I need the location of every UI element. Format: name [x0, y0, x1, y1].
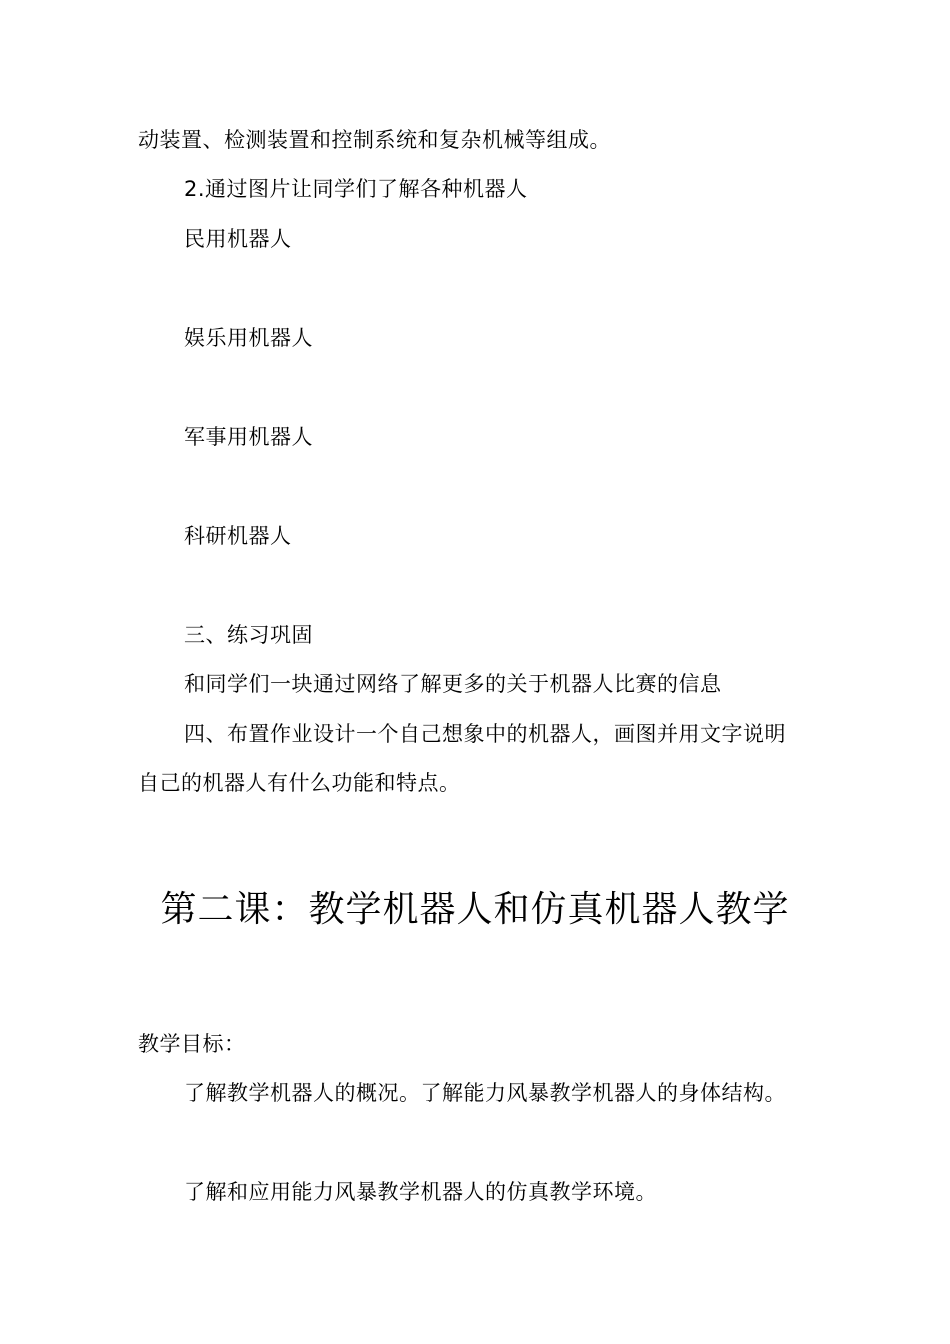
objective-item: 了解和应用能力风暴教学机器人的仿真教学环境。 [184, 1180, 657, 1204]
objective-item: 了解教学机器人的概况。了解能力风暴教学机器人的身体结构。 [184, 1081, 786, 1105]
section-heading: 四、布置作业设计一个自己想象中的机器人，画图并用文字说明 [184, 722, 786, 746]
section-heading: 三、练习巩固 [184, 623, 313, 647]
text-line: 自己的机器人有什么功能和特点。 [138, 771, 461, 795]
text-line: 2.通过图片让同学们了解各种机器人 [184, 177, 528, 201]
lesson-title: 第二课：教学机器人和仿真机器人教学 [160, 889, 790, 930]
objectives-heading: 教学目标： [138, 1032, 246, 1056]
text-line: 和同学们一块通过网络了解更多的关于机器人比赛的信息 [184, 672, 722, 696]
text-line: 军事用机器人 [184, 425, 313, 449]
text-line: 科研机器人 [184, 524, 292, 548]
text-line: 动装置、检测装置和控制系统和复杂机械等组成。 [138, 128, 611, 152]
text-line: 民用机器人 [184, 227, 292, 251]
text-line: 娱乐用机器人 [184, 326, 313, 350]
